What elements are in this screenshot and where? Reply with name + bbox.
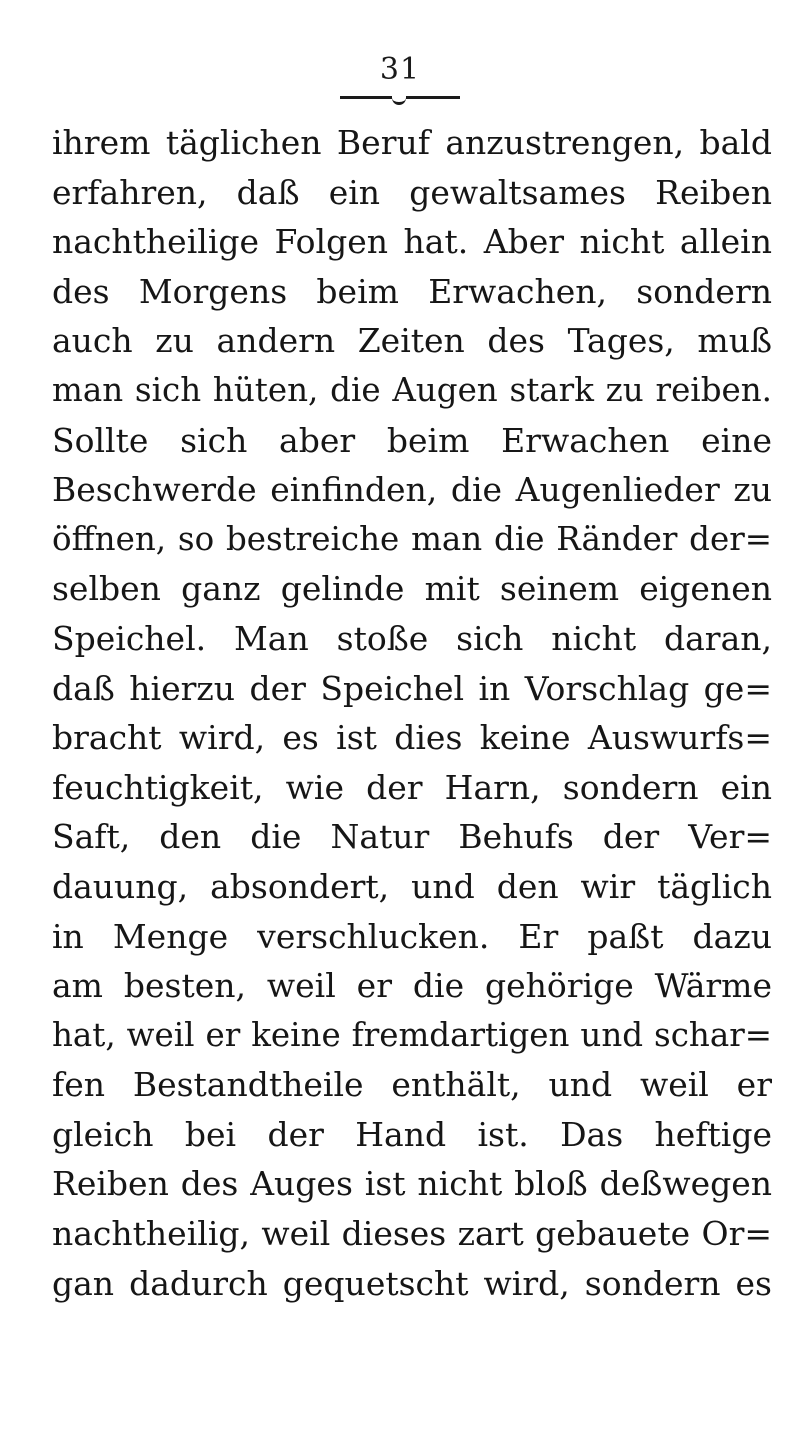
body-text — [52, 118, 772, 1308]
text-line: erfahren, daß ein gewaltsames Reiben — [52, 172, 772, 212]
text-line: am besten, weil er die gehörige Wärme — [52, 966, 772, 1006]
text-line: dauung, absondert, und den wir täglich — [52, 866, 772, 906]
text-line: öffnen, so bestreiche man die Ränder der= — [52, 519, 772, 558]
text-line: daß hierzu der Speichel in Vorschlag ge= — [52, 668, 772, 708]
text-line: bracht wird, es ist dies keine Auswurfs= — [52, 718, 772, 758]
text-line: feuchtigkeit, wie der Harn, sondern ein — [52, 767, 772, 807]
text-line: Beschwerde einfinden, die Augenlieder zu — [52, 470, 772, 510]
text-line: Saft, den die Natur Behufs der Ver= — [52, 817, 772, 857]
text-line: fen Bestandtheile enthält, und weil er — [52, 1065, 772, 1105]
text-line: gan dadurch gequetscht wird, sondern es — [52, 1263, 772, 1303]
text-line: gleich bei der Hand ist. Das heftige — [52, 1114, 772, 1154]
text-line: nachtheilige Folgen hat. Aber nicht allein — [52, 222, 772, 262]
page-number-ornament — [340, 96, 460, 99]
text-line: des Morgens beim Erwachen, sondern — [52, 271, 772, 311]
text-line: auch zu andern Zeiten des Tages, muß — [52, 321, 772, 361]
page-number: 31 — [379, 52, 421, 87]
text-line: Reiben des Auges ist nicht bloß deßwegen — [52, 1164, 772, 1204]
text-line: Sollte sich aber beim Erwachen eine — [52, 420, 772, 460]
text-line: selben ganz gelinde mit seinem eigenen — [52, 569, 772, 609]
text-line: ihrem täglichen Beruf anzustrengen, bald — [52, 123, 772, 162]
text-line: nachtheilig, weil dieses zart gebauete Or= — [52, 1214, 772, 1254]
text-line: man sich hüten, die Augen stark zu reiben. — [52, 370, 772, 409]
text-line: Speichel. Man stoße sich nicht daran, — [52, 618, 772, 658]
text-line: in Menge verschlucken. Er paßt dazu — [52, 916, 772, 956]
text-line: hat, weil er keine fremdartigen und schar= — [52, 1015, 772, 1054]
